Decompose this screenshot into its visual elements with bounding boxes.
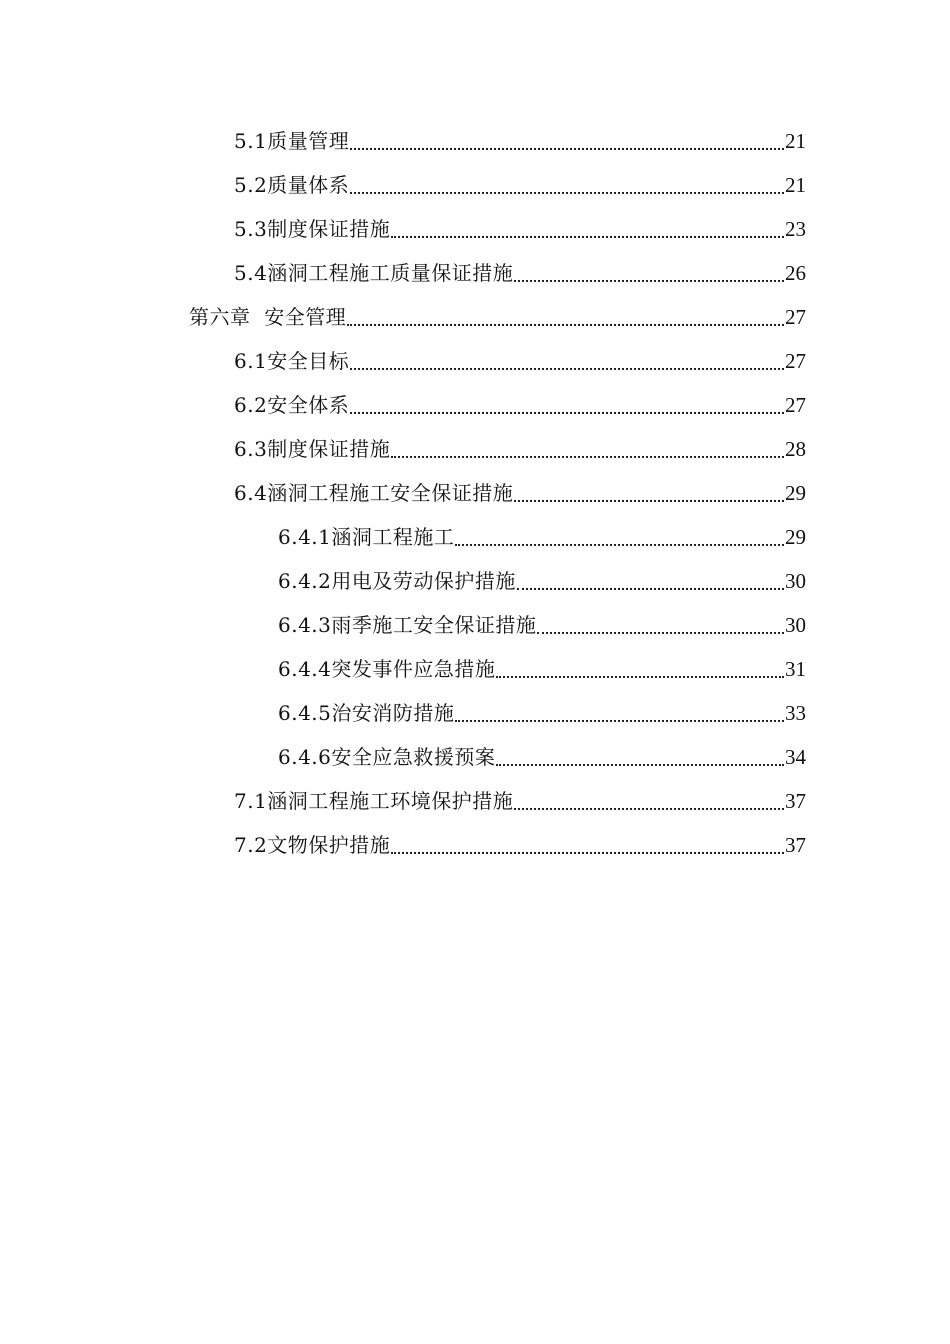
toc-leader-dots <box>537 603 784 647</box>
toc-entry-label: 6.3制度保证措施 <box>234 437 391 461</box>
toc-leader-dots <box>517 559 784 603</box>
toc-entry-page: 27 <box>785 349 806 373</box>
toc-entry-page: 27 <box>785 305 806 329</box>
toc-entry-page: 21 <box>785 129 806 153</box>
toc-leader-dots <box>391 207 784 251</box>
toc-entry[interactable] <box>0 471 806 515</box>
toc-entry[interactable] <box>0 339 806 383</box>
toc-entry-label: 6.4.6安全应急救援预案 <box>278 745 496 769</box>
toc-subentry[interactable] <box>0 559 806 603</box>
toc-entry-page: 31 <box>785 657 806 681</box>
toc-entry-label: 5.1质量管理 <box>234 129 350 153</box>
toc-subentry[interactable] <box>0 515 806 559</box>
toc-leader-dots <box>496 647 784 691</box>
toc-entry-page: 29 <box>785 525 806 549</box>
toc-entry-page: 26 <box>785 261 806 285</box>
toc-entry-page: 33 <box>785 701 806 725</box>
toc-entry-page: 27 <box>785 393 806 417</box>
toc-leader-dots <box>350 163 784 207</box>
toc-entry[interactable] <box>0 207 806 251</box>
toc-leader-dots <box>350 119 784 163</box>
toc-leader-dots <box>514 471 784 515</box>
toc-entry[interactable] <box>0 251 806 295</box>
toc-chapter-label: 第六章 安全管理 <box>189 305 347 329</box>
toc-entry[interactable] <box>0 383 806 427</box>
toc-entry-page: 34 <box>785 745 806 769</box>
toc-entry-page: 29 <box>785 481 806 505</box>
toc-leader-dots <box>514 779 784 823</box>
toc-entry-label: 6.4.2用电及劳动保护措施 <box>278 569 516 593</box>
toc-entry-page: 28 <box>785 437 806 461</box>
toc-entry-page: 37 <box>785 833 806 857</box>
toc-subentry[interactable] <box>0 647 806 691</box>
toc-leader-dots <box>496 735 784 779</box>
toc-entry[interactable] <box>0 427 806 471</box>
toc-leader-dots <box>455 515 784 559</box>
toc-entry[interactable] <box>0 823 806 867</box>
toc-entry[interactable] <box>0 779 806 823</box>
toc-entry-page: 23 <box>785 217 806 241</box>
toc-entry-page: 21 <box>785 173 806 197</box>
toc-leader-dots <box>514 251 784 295</box>
toc-entry-page: 30 <box>785 569 806 593</box>
toc-entry-label: 5.2质量体系 <box>234 173 350 197</box>
toc-entry-label: 6.4.5治安消防措施 <box>278 701 455 725</box>
toc-entry-label: 5.4涵洞工程施工质量保证措施 <box>234 261 514 285</box>
toc-subentry[interactable] <box>0 603 806 647</box>
toc-entry-label: 6.4.1涵洞工程施工 <box>278 525 455 549</box>
table-of-contents <box>0 119 950 867</box>
toc-entry-label: 6.2安全体系 <box>234 393 350 417</box>
toc-entry-page: 37 <box>785 789 806 813</box>
toc-leader-dots <box>350 383 784 427</box>
toc-chapter-entry[interactable] <box>0 295 806 339</box>
toc-entry[interactable] <box>0 119 806 163</box>
toc-entry[interactable] <box>0 163 806 207</box>
toc-entry-label: 5.3制度保证措施 <box>234 217 391 241</box>
toc-leader-dots <box>391 823 784 867</box>
toc-entry-label: 7.1涵洞工程施工环境保护措施 <box>234 789 514 813</box>
toc-entry-label: 6.4.4突发事件应急措施 <box>278 657 496 681</box>
toc-leader-dots <box>350 339 784 383</box>
toc-entry-label: 6.1安全目标 <box>234 349 350 373</box>
toc-entry-label: 6.4.3雨季施工安全保证措施 <box>278 613 537 637</box>
toc-leader-dots <box>455 691 784 735</box>
toc-subentry[interactable] <box>0 735 806 779</box>
toc-leader-dots <box>391 427 784 471</box>
toc-leader-dots <box>347 295 784 339</box>
toc-subentry[interactable] <box>0 691 806 735</box>
toc-entry-page: 30 <box>785 613 806 637</box>
toc-entry-label: 7.2文物保护措施 <box>234 833 391 857</box>
toc-entry-label: 6.4涵洞工程施工安全保证措施 <box>234 481 514 505</box>
